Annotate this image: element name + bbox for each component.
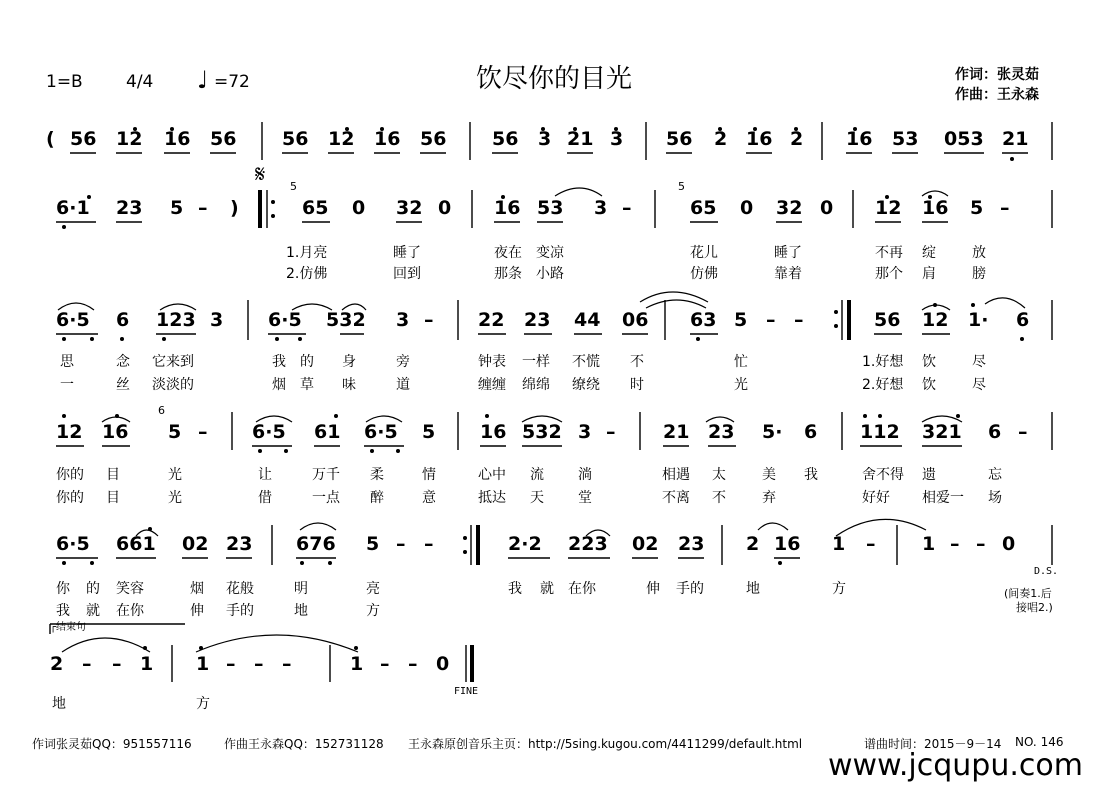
song-title: 饮尽你的目光 — [476, 64, 633, 94]
lyric: 我 — [272, 354, 286, 370]
lyric: 2.好想 — [862, 377, 904, 393]
note: 3 — [210, 309, 224, 331]
lyric: 亮 — [366, 581, 380, 597]
note: – — [254, 653, 264, 675]
lyric: 的 — [300, 354, 314, 370]
note: 21 — [663, 421, 690, 443]
note: – — [622, 197, 632, 219]
note: – — [424, 309, 434, 331]
note: 3 — [610, 128, 624, 150]
lyric: 忙 — [734, 354, 748, 370]
lyric: 地 — [294, 603, 308, 619]
lyric: 就 — [86, 603, 100, 619]
lyric: 道 — [396, 377, 410, 393]
lyric: 伸 — [190, 603, 204, 619]
lyric: 回到 — [393, 266, 421, 282]
note: 16 — [480, 421, 507, 443]
lyric: 1.月亮 — [286, 245, 328, 261]
note: 02 — [632, 533, 659, 555]
lyric: 烟 — [272, 377, 286, 393]
lyric: 1.好想 — [862, 354, 904, 370]
watermark: www.jcqupu.com — [828, 748, 1083, 783]
note: 02 — [182, 533, 209, 555]
lyric: 遗 — [922, 467, 936, 483]
note: 321 — [922, 421, 962, 443]
note: 56 — [874, 309, 901, 331]
lyric: 地 — [746, 581, 760, 597]
note: 5 — [366, 533, 380, 555]
lyric: 一 — [60, 377, 74, 393]
lyric: 美 — [762, 467, 776, 483]
lyric: 目 — [106, 467, 120, 483]
lyric: 念 — [116, 354, 130, 370]
lyric: 的 — [86, 581, 100, 597]
lyric: 思 — [60, 354, 74, 370]
note: 3 — [538, 128, 552, 150]
lyric: 在你 — [116, 603, 144, 619]
lyric: 仿佛 — [690, 266, 718, 282]
lyric: 不慌 — [572, 354, 600, 370]
lyric: 夜在 — [494, 245, 522, 261]
lyric: 花儿 — [690, 245, 718, 261]
lyric: 不 — [712, 490, 726, 506]
lyric: 饮 — [922, 354, 936, 370]
note: 56 — [70, 128, 97, 150]
note: – — [1018, 421, 1028, 443]
lyric: 舍不得 — [862, 467, 904, 483]
note: 2 — [50, 653, 64, 675]
note: 06 — [622, 309, 649, 331]
note: 1 — [922, 533, 936, 555]
note: 65 — [302, 197, 329, 219]
lyric: 堂 — [578, 490, 592, 506]
note: 0 — [1002, 533, 1016, 555]
note: – — [408, 653, 418, 675]
lyric: 变凉 — [536, 245, 564, 261]
lyric: 光 — [734, 377, 748, 393]
lyric: 在你 — [568, 581, 596, 597]
lyric: 你的 — [56, 467, 84, 483]
note: 61 — [314, 421, 341, 443]
note: 16 — [774, 533, 801, 555]
lyric: 旁 — [396, 354, 410, 370]
lyric: 柔 — [370, 467, 384, 483]
lyric: 不 — [630, 354, 644, 370]
note: 2 — [714, 128, 728, 150]
lyric: 饮 — [922, 377, 936, 393]
footer-homepage: 王永森原创音乐主页：http://5sing.kugou.com/4411299/default.html — [408, 737, 803, 751]
note: 23 — [524, 309, 551, 331]
key-signature: 1=B — [46, 72, 83, 92]
fine-mark: FINE — [454, 686, 479, 697]
lyric: 方 — [832, 581, 846, 597]
lyric: 时 — [630, 377, 644, 393]
lyric: 一样 — [522, 354, 550, 370]
lyric: 万千 — [312, 467, 340, 483]
lyric: 草 — [300, 377, 314, 393]
note: – — [226, 653, 236, 675]
note: 63 — [690, 309, 717, 331]
lyric: 流 — [530, 467, 544, 483]
note: 5 — [970, 197, 984, 219]
note: 23 — [226, 533, 253, 555]
note: 6 — [1016, 309, 1030, 331]
note: 3 — [578, 421, 592, 443]
note: 12 — [56, 421, 83, 443]
note: – — [198, 197, 208, 219]
note: 661 — [116, 533, 156, 555]
lyric: 一点 — [312, 490, 340, 506]
lyric: 尽 — [972, 354, 986, 370]
note: 6·5 — [364, 421, 398, 443]
note: 44 — [574, 309, 601, 331]
note: 56 — [282, 128, 309, 150]
ds-note: 接唱2.) — [1016, 601, 1053, 614]
lyric: 情 — [422, 467, 436, 483]
note: 21 — [1002, 128, 1029, 150]
ending-label: ┌结束句 — [50, 622, 87, 633]
lyric: 地 — [52, 696, 66, 712]
note: 16 — [846, 128, 873, 150]
lyric: 不再 — [875, 245, 903, 261]
note: 1 — [350, 653, 364, 675]
note: 56 — [492, 128, 519, 150]
note: – — [1000, 197, 1010, 219]
lyric: 你 — [56, 581, 70, 597]
tempo: =72 — [214, 72, 250, 92]
note: 532 — [522, 421, 562, 443]
lyric: 绽 — [922, 245, 936, 261]
lyric: 放 — [972, 245, 986, 261]
note: 0 — [352, 197, 366, 219]
note: 6 — [116, 309, 130, 331]
note: ( — [46, 128, 55, 150]
lyric: 我 — [804, 467, 818, 483]
note: 12 — [116, 128, 143, 150]
lyric: 靠着 — [774, 266, 802, 282]
lyric: 睡了 — [774, 245, 802, 261]
note: 23 — [678, 533, 705, 555]
lyric: 场 — [988, 490, 1002, 506]
lyric: 绵绵 — [522, 377, 550, 393]
lyric: 笑容 — [116, 581, 144, 597]
grace-note: 5 — [678, 180, 685, 193]
note: 6·5 — [268, 309, 302, 331]
note: 3 — [396, 309, 410, 331]
lyric: 你的 — [56, 490, 84, 506]
lyric: 心中 — [478, 467, 506, 483]
note: ) — [230, 197, 239, 219]
note: – — [380, 653, 390, 675]
note: – — [766, 309, 776, 331]
note: 1 — [140, 653, 154, 675]
note: 32 — [776, 197, 803, 219]
footer-date: 谱曲时间：2015－9－14 — [864, 737, 1002, 751]
lyric: 肩 — [922, 266, 936, 282]
lyric: 抵达 — [478, 490, 506, 506]
lyric: 丝 — [116, 377, 130, 393]
note: 532 — [326, 309, 366, 331]
lyric: 我 — [56, 603, 70, 619]
note: – — [396, 533, 406, 555]
lyric: 意 — [422, 490, 436, 506]
note: 0 — [740, 197, 754, 219]
note: 223 — [568, 533, 608, 555]
note: 1 — [196, 653, 210, 675]
note: 1 — [832, 533, 846, 555]
note: – — [282, 653, 292, 675]
lyric: 淡淡的 — [152, 377, 194, 393]
lyric: 小路 — [536, 266, 564, 282]
note: 3 — [594, 197, 608, 219]
note: 16 — [102, 421, 129, 443]
note: 053 — [944, 128, 984, 150]
lyric: 醉 — [370, 490, 384, 506]
ds-note: (间奏1.后 — [1004, 587, 1052, 600]
note: – — [198, 421, 208, 443]
note: 2 — [790, 128, 804, 150]
lyric: 光 — [168, 467, 182, 483]
lyric: 相爱一 — [922, 490, 964, 506]
lyric: 缭绕 — [572, 377, 600, 393]
lyric: 让 — [258, 467, 272, 483]
lyric: 明 — [294, 581, 308, 597]
note: 5· — [762, 421, 783, 443]
lyric: 目 — [106, 490, 120, 506]
note: 65 — [690, 197, 717, 219]
ds-mark: D.S. — [1034, 566, 1059, 577]
lyric: 睡了 — [393, 245, 421, 261]
note: 1· — [968, 309, 989, 331]
lyric: 好好 — [862, 490, 890, 506]
lyric: 它来到 — [152, 354, 194, 370]
segno-icon: 𝄋 — [255, 160, 266, 188]
composer-credit: 作曲：王永森 — [955, 87, 1039, 103]
note: – — [950, 533, 960, 555]
lyric: 太 — [712, 467, 726, 483]
lyric: 伸 — [646, 581, 660, 597]
note: – — [606, 421, 616, 443]
note: 6·1 — [56, 197, 90, 219]
lyricist-credit: 作词：张灵茹 — [955, 67, 1039, 83]
note: 16 — [922, 197, 949, 219]
lyric: 弃 — [762, 490, 776, 506]
note: – — [794, 309, 804, 331]
lyric: 钟表 — [478, 354, 506, 370]
lyric: 那条 — [494, 266, 522, 282]
note: 0 — [436, 653, 450, 675]
lyric: 忘 — [988, 467, 1002, 483]
note: 2·2 — [508, 533, 542, 555]
note: 16 — [374, 128, 401, 150]
lyric: 方 — [366, 603, 380, 619]
note: 23 — [708, 421, 735, 443]
note: 53 — [892, 128, 919, 150]
footer-number: NO. 146 — [1015, 735, 1064, 749]
note: 12 — [328, 128, 355, 150]
note: 5 — [170, 197, 184, 219]
lyric: 尽 — [972, 377, 986, 393]
footer-composer-qq: 作曲王永森QQ：152731128 — [224, 737, 384, 751]
note: 123 — [156, 309, 196, 331]
note: 2 — [746, 533, 760, 555]
grace-note: 6 — [158, 404, 165, 417]
note: 21 — [567, 128, 594, 150]
note: – — [82, 653, 92, 675]
lyric: 膀 — [972, 266, 986, 282]
note: 6·5 — [56, 533, 90, 555]
note: 16 — [494, 197, 521, 219]
note: 56 — [210, 128, 237, 150]
note: – — [976, 533, 986, 555]
lyric: 就 — [540, 581, 554, 597]
note: 53 — [537, 197, 564, 219]
lyric: 味 — [342, 377, 356, 393]
lyric: 烟 — [190, 581, 204, 597]
note: 56 — [666, 128, 693, 150]
note: 0 — [820, 197, 834, 219]
lyric: 身 — [342, 354, 356, 370]
note: 56 — [420, 128, 447, 150]
note: 5 — [422, 421, 436, 443]
note: 676 — [296, 533, 336, 555]
note: 5 — [168, 421, 182, 443]
note: 6·5 — [252, 421, 286, 443]
lyric: 相遇 — [662, 467, 690, 483]
lyric: 方 — [196, 696, 210, 712]
note: 23 — [116, 197, 143, 219]
lyric: 光 — [168, 490, 182, 506]
note: 22 — [478, 309, 505, 331]
note: 6 — [988, 421, 1002, 443]
note: 112 — [860, 421, 900, 443]
lyric: 那个 — [875, 266, 903, 282]
note: 12 — [875, 197, 902, 219]
note: 0 — [438, 197, 452, 219]
lyric: 2.仿佛 — [286, 266, 328, 282]
time-signature: 4/4 — [126, 72, 154, 92]
lyric: 手的 — [676, 581, 704, 597]
lyric: 花般 — [226, 581, 254, 597]
lyric: 手的 — [226, 603, 254, 619]
note: – — [866, 533, 876, 555]
lyric: 淌 — [578, 467, 592, 483]
note: 12 — [922, 309, 949, 331]
note: – — [112, 653, 122, 675]
footer-lyricist-qq: 作词张灵茹QQ：951557116 — [32, 737, 192, 751]
lyric: 不离 — [662, 490, 690, 506]
note: 16 — [746, 128, 773, 150]
note: 6·5 — [56, 309, 90, 331]
note: – — [424, 533, 434, 555]
lyric: 我 — [508, 581, 522, 597]
lyric: 缠缠 — [478, 377, 506, 393]
lyric: 借 — [258, 490, 272, 506]
note: 6 — [804, 421, 818, 443]
note: 16 — [164, 128, 191, 150]
note: 5 — [734, 309, 748, 331]
quarter-note-icon: ♩ — [197, 66, 209, 94]
note: 32 — [396, 197, 423, 219]
grace-note: 5 — [290, 180, 297, 193]
lyric: 天 — [530, 490, 544, 506]
